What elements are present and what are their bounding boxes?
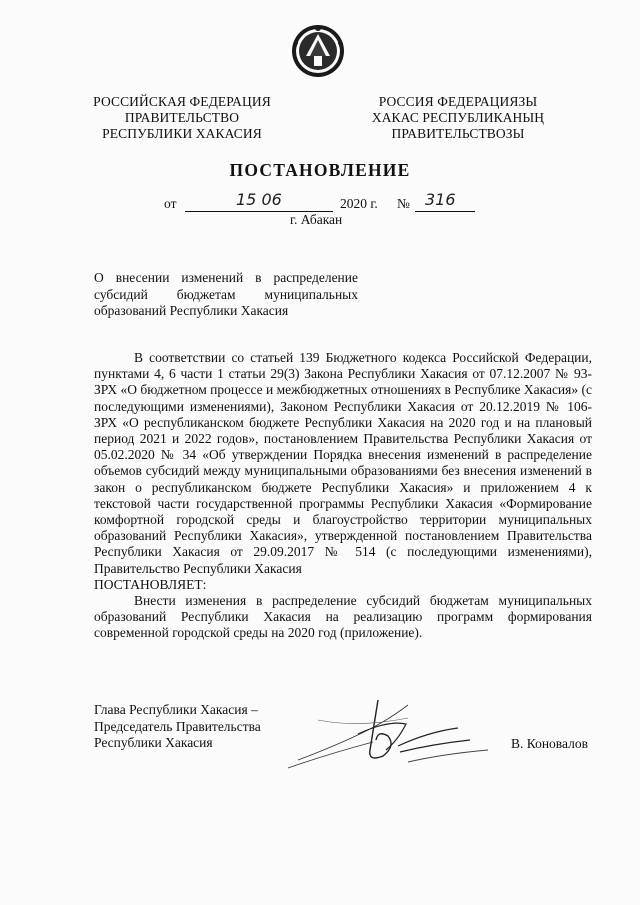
signatory-position-line-2: Председатель Правительства [94,718,261,734]
header-right-line-3: ПРАВИТЕЛЬСТВОЗЫ [391,126,525,141]
handwritten-date: 15 06 [236,190,282,209]
header-left-line-3: РЕСПУБЛИКИ ХАКАСИЯ [102,126,262,141]
header-right-line-2: ХАКАС РЕСПУБЛИКАНЫҢ [371,110,545,125]
city: г. Абакан [290,212,343,227]
header-left-russian [72,94,292,142]
document-body [94,350,592,642]
subject-line-3: образований Республики Хакасия [94,303,289,318]
signatory-position-line-1: Глава Республики Хакасия – [94,702,258,717]
decree-word: ПОСТАНОВЛЯЕТ: [94,576,207,592]
document-subject [94,270,358,320]
body-paragraph-2: Внести изменения в распределение субсидий бюджетам муниципальных образований Республики Хакасия на реализацию программ формирования современной городской среды на 2020 год (приложение). [94,593,592,641]
khakassia-coat-of-arms-icon [288,20,348,80]
subject-line-2: субсидий бюджетам муниципальных [94,286,358,302]
signatory-position-line-3: Республики Хакасия [94,735,213,750]
date-prefix: от [164,196,177,211]
signatory-name: В. Коновалов [511,736,588,751]
header-left-line-1: РОССИЙСКАЯ ФЕДЕРАЦИЯ [93,94,271,109]
date-year: 2020 г. [340,196,378,211]
body-paragraph-1: В соответствии со статьей 139 Бюджетного кодекса Российской Федерации, пунктами 4, 6 части 1 статьи 29(3) Закона Республики Хакасия от 07.12.2007 № 93-ЗРХ «О бюджетном процессе и межбюджетных отношениях в Республике Хакасия» (с последующими изменениями), Законом Республики Хакасия от 20.12.2019 № 106-ЗРХ «О республиканском бюджете Республики Хакасия на 2020 год и на плановый период 2021 и 2022 годов», постановлением Правительства Республики Хакасия от 05.02.2020 № 34 «Об утверждении Порядка внесения изменений в распределение объемов субсидий между муниципальными образованиями без внесения изменений в закон о республиканском бюджете Республики Хакасия» и приложением 4 к текстовой части государственной программы Республики Хакасия «Формирование комфортной городской среды и благоустройство территории муниципальных образований Республики Хакасия», утвержденной постановлением Правительства Республики Хакасия от 29.09.2017 № 514 (с последующими изменениями), Правительство Республики Хакасия [94,350,592,576]
header-right-line-1: РОССИЯ ФЕДЕРАЦИЯЗЫ [378,94,538,109]
number-sign: № [397,196,410,211]
handwritten-signature [258,690,498,785]
handwritten-number: 316 [425,190,456,209]
document-title: ПОСТАНОВЛЕНИЕ [229,160,411,180]
header-left-line-2: ПРАВИТЕЛЬСТВО [124,110,240,125]
subject-line-1: О внесении изменений в распределение [94,270,358,285]
header-right-khakas [352,94,564,142]
